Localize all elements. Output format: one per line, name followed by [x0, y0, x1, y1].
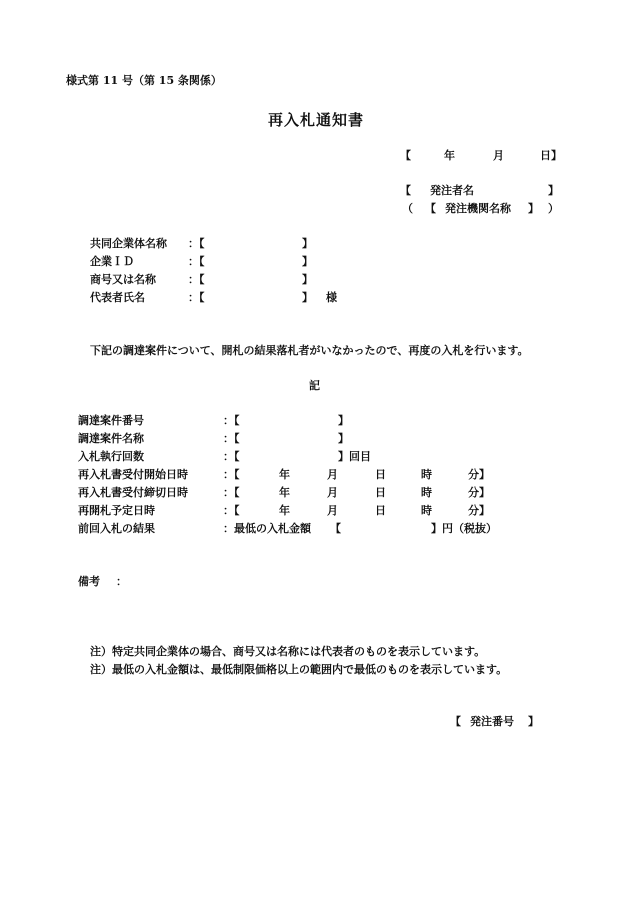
agency-close-bracket: 】: [528, 202, 539, 215]
orderer-name-line: [400, 184, 570, 198]
remarks-colon: ：: [116, 575, 127, 588]
recipient-row: [90, 273, 390, 287]
detail-year: 年: [279, 504, 290, 517]
agency-open-paren: （: [402, 202, 413, 215]
detail-label: 再入札書受付締切日時: [78, 486, 188, 499]
detail-close: 】: [338, 432, 349, 445]
detail-day: 日: [375, 486, 386, 499]
order-number-open: 【: [450, 715, 461, 728]
note-item: 注）最低の入札金額は、最低制限価格以上の範囲内で最低のものを表示しています。: [90, 663, 508, 676]
agency-close-paren: ）: [548, 202, 559, 215]
orderer-agency-line: [400, 202, 570, 216]
detail-case-number: [78, 414, 528, 428]
recipient-suffix: 様: [326, 291, 337, 304]
detail-close: 】回目: [338, 450, 371, 463]
remarks: [78, 575, 178, 589]
recipient-open: ：【: [188, 237, 205, 250]
recipient-open: ：【: [188, 291, 205, 304]
detail-minute: 分】: [468, 468, 490, 481]
detail-minute: 分】: [468, 486, 490, 499]
recipient-close: 】: [302, 255, 313, 268]
detail-month: 月: [327, 468, 338, 481]
detail-open: ：【: [223, 468, 240, 481]
recipient-close: 】: [302, 237, 313, 250]
detail-open: ：【: [223, 414, 240, 427]
detail-minute: 分】: [468, 504, 490, 517]
agency-name-label: 発注機関名称: [445, 202, 511, 215]
document-title: 再入札通知書: [268, 111, 365, 129]
date-year-label: 年: [444, 149, 455, 162]
detail-prev-result: [78, 522, 528, 536]
detail-label: 入札執行回数: [78, 450, 144, 463]
detail-label: 前回入札の結果: [78, 522, 155, 535]
recipient-close: 】: [302, 273, 313, 286]
recipient-label: 企業ＩＤ: [90, 255, 134, 268]
detail-open: ：【: [223, 486, 240, 499]
detail-year: 年: [279, 486, 290, 499]
detail-accept-start: [78, 468, 528, 482]
detail-month: 月: [327, 504, 338, 517]
detail-open: ：【: [223, 450, 240, 463]
detail-hour: 時: [421, 504, 432, 517]
detail-open: ：【: [223, 504, 240, 517]
recipient-open: ：【: [188, 255, 205, 268]
recipient-row: [90, 291, 390, 305]
recipient-row: [90, 237, 390, 251]
detail-label: 再開札予定日時: [78, 504, 155, 517]
detail-close: 】円（税抜）: [431, 522, 497, 535]
order-number: [450, 715, 550, 729]
detail-hour: 時: [421, 486, 432, 499]
detail-hour: 時: [421, 468, 432, 481]
recipient-label: 商号又は名称: [90, 273, 156, 286]
detail-label: 調達案件名称: [78, 432, 144, 445]
recipient-row: [90, 255, 390, 269]
recipient-close: 】: [302, 291, 313, 304]
orderer-open-bracket: 【: [400, 184, 411, 197]
detail-label: 再入札書受付開始日時: [78, 468, 188, 481]
date-line: [400, 149, 570, 163]
detail-text: ：最低の入札金額: [223, 522, 311, 535]
form-number: 様式第 11 号（第 15 条関係）: [66, 74, 222, 87]
detail-month: 月: [327, 486, 338, 499]
recipient-label: 共同企業体名称: [90, 237, 167, 250]
detail-day: 日: [375, 504, 386, 517]
orderer-close-bracket: 】: [548, 184, 559, 197]
orderer-name-label: 発注者名: [430, 184, 474, 197]
agency-open-bracket: 【: [425, 202, 436, 215]
detail-accept-end: [78, 486, 528, 500]
detail-round: [78, 450, 528, 464]
note-item: 注）特定共同企業体の場合、商号又は名称には代表者のものを表示しています。: [90, 645, 486, 658]
date-open-bracket: 【: [400, 149, 411, 162]
order-number-label: 発注番号: [470, 715, 514, 728]
detail-open: 【: [330, 522, 341, 535]
detail-label: 調達案件番号: [78, 414, 144, 427]
remarks-label: 備考: [78, 575, 100, 588]
ki-heading: 記: [309, 379, 320, 392]
date-day-label: 日】: [540, 149, 562, 162]
body-text: 下記の調達案件について、開札の結果落札者がいなかったので、再度の入札を行います。: [90, 344, 529, 357]
recipient-label: 代表者氏名: [90, 291, 145, 304]
detail-open: ：【: [223, 432, 240, 445]
detail-close: 】: [338, 414, 349, 427]
detail-day: 日: [375, 468, 386, 481]
detail-reopen: [78, 504, 528, 518]
detail-year: 年: [279, 468, 290, 481]
recipient-open: ：【: [188, 273, 205, 286]
order-number-close: 】: [528, 715, 539, 728]
date-month-label: 月: [493, 149, 504, 162]
detail-case-name: [78, 432, 528, 446]
